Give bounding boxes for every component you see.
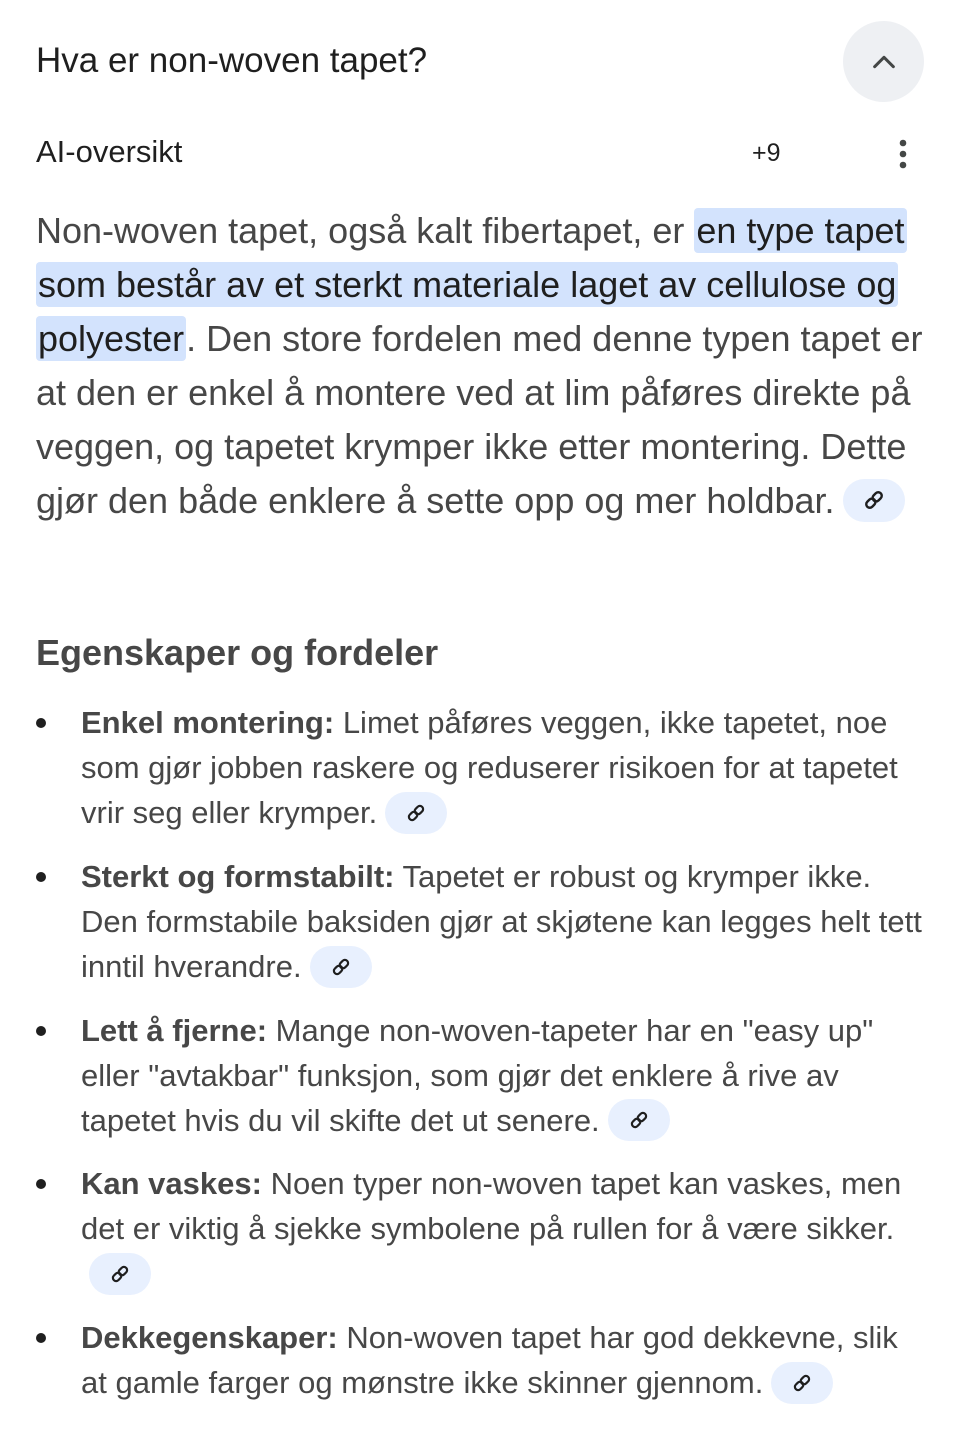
link-icon [330,956,352,978]
summary-body-text: . Den store fordelen med denne typen tapet er at den er enkel å montere ved at lim påføres direkte på veggen, og tapetet krymper ikke etter montering. Dette gjør den både enklere å sette opp og mer holdbar. [36,318,923,521]
source-link-button[interactable] [771,1362,833,1404]
feature-item [0,854,960,990]
feature-title: Dekkegenskaper: [81,1320,338,1356]
bullet-icon [36,872,46,882]
link-icon [628,1109,650,1131]
source-count-button[interactable]: +9 [752,139,781,167]
feature-title: Enkel montering: [81,705,335,740]
more-options-button[interactable] [888,134,918,174]
feature-title: Lett å fjerne: [81,1012,268,1048]
overview-summary [36,204,936,528]
feature-text: Tapetet er robust og krymper ikke. Den formstabile baksiden gjør at skjøtene kan legges helt tett inntil hverandre. [81,858,922,984]
features-list [0,700,960,1424]
ai-overview-label: AI-oversikt [36,134,183,169]
feature-item [0,700,960,836]
source-link-button[interactable] [89,1253,151,1295]
feature-item [0,1315,960,1406]
section-heading: Egenskaper og fordeler [36,632,439,673]
source-link-button[interactable] [385,792,447,834]
bullet-icon [36,1333,46,1343]
feature-title: Kan vaskes: [81,1166,262,1202]
question-title: Hva er non-woven tapet? [36,41,428,80]
summary-lead-text: Non-woven tapet, også kalt fibertapet, er [36,210,695,251]
bullet-icon [36,1026,46,1036]
highlighted-definition: en type tapet som består av et sterkt materiale laget av cellulose og polyester [38,210,905,359]
more-vert-icon [898,139,908,169]
link-icon [791,1372,813,1394]
ai-overview-bar [36,132,924,176]
feature-text: Noen typer non-woven tapet kan vaskes, men det er viktig å sjekke symbolene på rullen for å være sikker. [81,1166,902,1247]
feature-text: Non-woven tapet har god dekkevne, slik at gamle farger og mønstre ikke skinner gjennom. [81,1320,898,1401]
chevron-up-icon [870,48,898,76]
source-link-button[interactable] [310,946,372,988]
feature-text: Limet påføres veggen, ikke tapetet, noe som gjør jobben raskere og reduserer risikoen for at tapetet vrir seg eller krymper. [81,705,898,830]
feature-title: Sterkt og formstabilt: [81,858,395,894]
source-link-button[interactable] [843,479,905,522]
source-link-button[interactable] [608,1099,670,1141]
link-icon [109,1263,131,1285]
bullet-icon [36,718,46,728]
feature-item [0,1008,960,1144]
link-icon [862,488,886,512]
feature-text: Mange non-woven-tapeter har en "easy up" eller "avtakbar" funksjon, som gjør det enklere å rive av tapetet hvis du vil skifte det ut senere. [81,1012,874,1138]
link-icon [405,802,427,824]
collapse-button[interactable] [843,21,924,102]
feature-item [0,1161,960,1297]
bullet-icon [36,1179,46,1189]
